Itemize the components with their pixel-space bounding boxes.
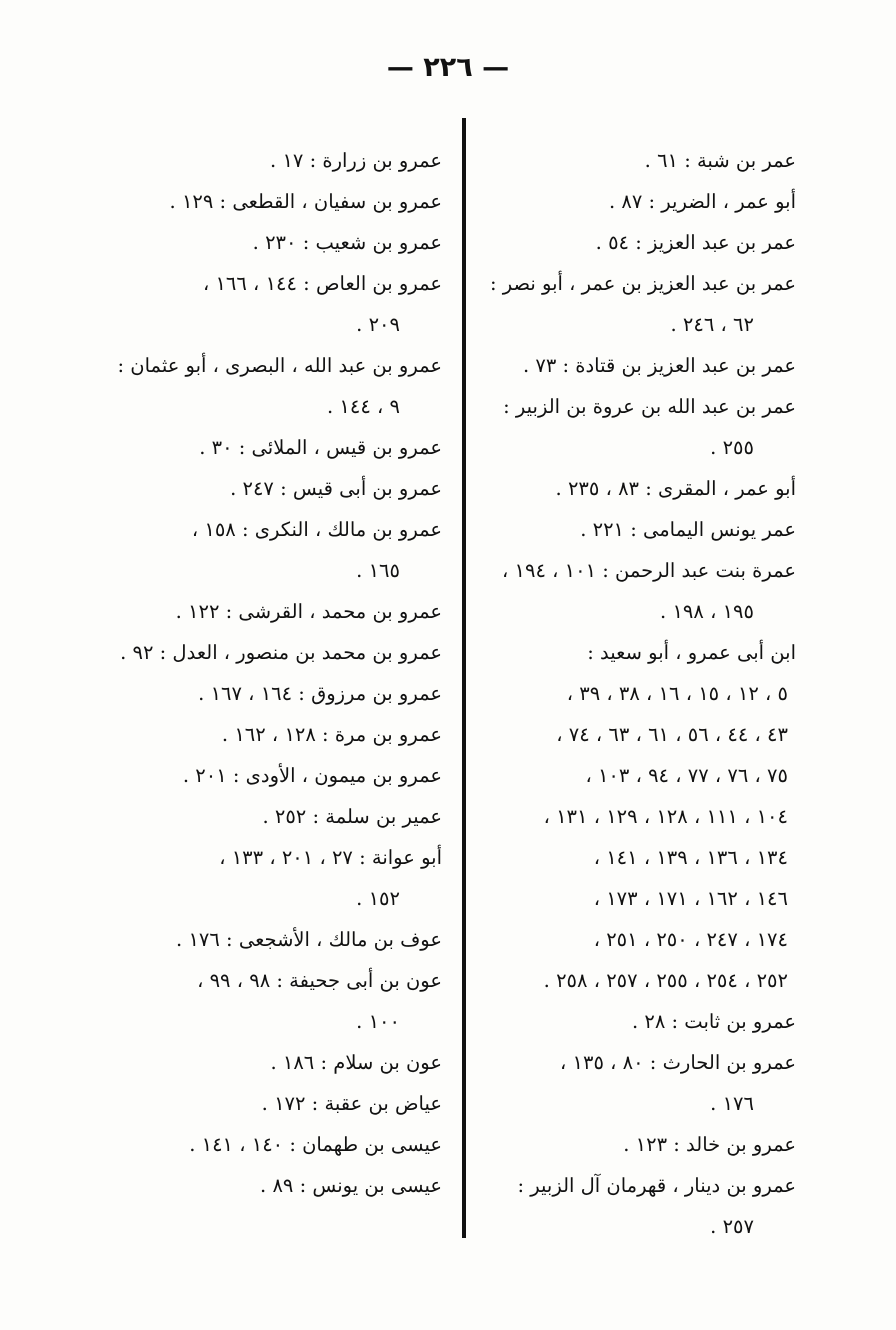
index-entry-continuation: ٢٠٩ . xyxy=(356,313,400,336)
index-entry: عمرو بن محمد ، القرشى : ١٢٢ . xyxy=(175,600,442,623)
index-entry-continuation: ١٧٤ ، ٢٤٧ ، ٢٥٠ ، ٢٥١ ، xyxy=(593,928,788,951)
index-entry-continuation: ٢٥٥ . xyxy=(710,436,754,459)
index-entry: أبو عمر ، الضرير : ٨٧ . xyxy=(608,190,796,213)
index-entry: عوف بن مالك ، الأشجعى : ١٧٦ . xyxy=(176,928,442,951)
index-entry-continuation: ١٩٥ ، ١٩٨ . xyxy=(660,600,754,623)
index-entry-continuation: ٤٣ ، ٤٤ ، ٥٦ ، ٦١ ، ٦٣ ، ٧٤ ، xyxy=(556,723,788,746)
index-entry: عمرة بنت عبد الرحمن : ١٠١ ، ١٩٤ ، xyxy=(502,559,796,582)
column-divider xyxy=(462,118,466,1238)
index-entry: أبو عمر ، المقرى : ٨٣ ، ٢٣٥ . xyxy=(555,477,796,500)
page-number: — ٢٢٦ — xyxy=(386,52,510,83)
index-entry: عمير بن سلمة : ٢٥٢ . xyxy=(262,805,442,828)
index-entry: عمرو بن شعيب : ٢٣٠ . xyxy=(252,231,442,254)
index-entry-continuation: ١٠٠ . xyxy=(356,1010,400,1033)
index-entry: عمرو بن ميمون ، الأودى : ٢٠١ . xyxy=(182,764,442,787)
index-entry: عيسى بن يونس : ٨٩ . xyxy=(260,1174,442,1197)
index-entry: عمرو بن العاص : ١٤٤ ، ١٦٦ ، xyxy=(202,272,442,295)
index-entry: عمرو بن الحارث : ٨٠ ، ١٣٥ ، xyxy=(560,1051,796,1074)
index-entry: عياض بن عقبة : ١٧٢ . xyxy=(261,1092,442,1115)
index-entry: عمر بن شبة : ٦١ . xyxy=(644,149,796,172)
index-entry: ابن أبى عمرو ، أبو سعيد : xyxy=(587,641,796,664)
index-entry: عون بن سلام : ١٨٦ . xyxy=(270,1051,442,1074)
index-entry-continuation: ٢٥٧ . xyxy=(710,1215,754,1238)
index-entry: عمر بن عبد العزيز بن قتادة : ٧٣ . xyxy=(522,354,796,377)
index-entry-continuation: ٧٥ ، ٧٦ ، ٧٧ ، ٩٤ ، ١٠٣ ، xyxy=(585,764,788,787)
index-entry: عمرو بن مرة : ١٢٨ ، ١٦٢ . xyxy=(221,723,442,746)
index-entry: عمرو بن دينار ، قهرمان آل الزبير : xyxy=(517,1174,796,1197)
index-entry: عمرو بن أبى قيس : ٢٤٧ . xyxy=(230,477,442,500)
index-entry-continuation: ١٥٢ . xyxy=(356,887,400,910)
index-entry: عمر بن عبد العزيز : ٥٤ . xyxy=(595,231,796,254)
index-entry: عمرو بن ثابت : ٢٨ . xyxy=(631,1010,796,1033)
index-entry-continuation: ٩ ، ١٤٤ . xyxy=(326,395,400,418)
index-entry-continuation: ١٠٤ ، ١١١ ، ١٢٨ ، ١٢٩ ، ١٣١ ، xyxy=(543,805,788,828)
index-entry: عمرو بن خالد : ١٢٣ . xyxy=(623,1133,796,1156)
index-entry-continuation: ٢٥٢ ، ٢٥٤ ، ٢٥٥ ، ٢٥٧ ، ٢٥٨ . xyxy=(543,969,788,992)
index-entry-continuation: ١٦٥ . xyxy=(356,559,400,582)
index-entry: عمر بن عبد الله بن عروة بن الزبير : xyxy=(503,395,796,418)
index-entry: عمر يونس اليمامى : ٢٢١ . xyxy=(580,518,796,541)
index-entry: عون بن أبى جحيفة : ٩٨ ، ٩٩ ، xyxy=(197,969,442,992)
index-entry: عمر بن عبد العزيز بن عمر ، أبو نصر : xyxy=(489,272,796,295)
index-entry: أبو عوانة : ٢٧ ، ٢٠١ ، ١٣٣ ، xyxy=(219,846,442,869)
index-entry: عيسى بن طهمان : ١٤٠ ، ١٤١ . xyxy=(189,1133,442,1156)
index-entry: عمرو بن قيس ، الملائى : ٣٠ . xyxy=(199,436,442,459)
index-entry: عمرو بن مالك ، النكرى : ١٥٨ ، xyxy=(191,518,442,541)
index-entry-continuation: ١٧٦ . xyxy=(710,1092,754,1115)
index-entry: عمرو بن محمد بن منصور ، العدل : ٩٢ . xyxy=(120,641,442,664)
index-entry: عمرو بن عبد الله ، البصرى ، أبو عثمان : xyxy=(117,354,442,377)
index-entry-continuation: ٦٢ ، ٢٤٦ . xyxy=(670,313,754,336)
index-entry-continuation: ٥ ، ١٢ ، ١٥ ، ١٦ ، ٣٨ ، ٣٩ ، xyxy=(566,682,788,705)
index-entry: عمرو بن زرارة : ١٧ . xyxy=(270,149,442,172)
index-entry: عمرو بن مرزوق : ١٦٤ ، ١٦٧ . xyxy=(198,682,442,705)
index-entry-continuation: ١٤٦ ، ١٦٢ ، ١٧١ ، ١٧٣ ، xyxy=(593,887,788,910)
index-entry: عمرو بن سفيان ، القطعى : ١٢٩ . xyxy=(169,190,442,213)
index-entry-continuation: ١٣٤ ، ١٣٦ ، ١٣٩ ، ١٤١ ، xyxy=(593,846,788,869)
left-column xyxy=(117,140,442,1206)
right-column xyxy=(480,140,796,1247)
